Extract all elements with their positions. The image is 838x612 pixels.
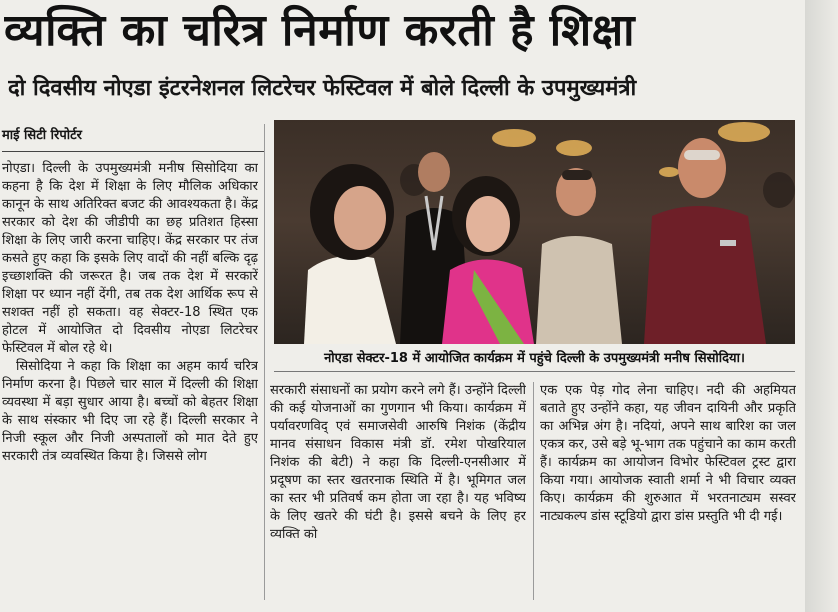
photo-caption: नोएडा सेक्टर-18 में आयोजित कार्यक्रम में पहुंचे दिल्ली के उपमुख्यमंत्री मनीष सिसोदिया। [274, 346, 795, 372]
person-left [304, 164, 396, 344]
chandelier-lights [492, 122, 770, 177]
column-3-text: एक एक पेड़ गोद लेना चाहिए। नदी की अहमियत बताते हुए उन्होंने कहा, यह जीवन दायिनी और प्रकृति का अभिन्न अंग है। नदियां, अपने साथ बारिश का जल एकत्र कर, उसे बड़े भू-भाग तक पहुंचाने का काम करती हैं। कार्यक्रम का आयोजन विभोर फेस्टिवल ट्रस्ट द्वारा किया गया। आयोजक स्वाती शर्मा ने भी विचार व्यक्त किए। कार्यक्रम की शुरुआत में भरतनाट्यम सस्वर नाट्यकल्प डांस स्टूडियो द्वारा डांस प्रस्तुति भी दी गई। [540, 383, 796, 524]
column-1-paragraph-2: सिसोदिया ने कहा कि शिक्षा का अहम कार्य चरित्र निर्माण करना है। पिछले चार साल में दिल्ली की शिक्षा व्यवस्था में बड़ा सुधार आया है। बच्चों को बेहतर शिक्षा के साथ संस्कार भी दिए जा रहे हैं। दिल्ली सरकार ने निजी स्कूल और निजी अस्पतालों को मात देते हुए सरकारी तंत्र व्यवस्थित किया है। जिससे लोग [2, 359, 258, 464]
adjacent-article-edge [805, 0, 838, 612]
person-kurta [536, 168, 622, 344]
article-column-1 [2, 160, 258, 598]
column-divider [533, 382, 534, 600]
column-2-text: सरकारी संसाधनों का प्रयोग करने लगे हैं। उन्होंने दिल्ली की कई योजनाओं का गुणगान भी किया। कार्यक्रम में पर्यावरणविद् एवं समाजसेवी आरुषि निशंक (केंद्रीय मानव संसाधन विकास मंत्री डॉ. रमेश पोखरियाल निशंक की बेटी) ने कहा कि दिल्ली-एनसीआर में प्रदूषण का स्तर खतरनाक स्थिति में है। भूमिगत जल का स्तर भी प्रतिवर्ष कम होता जा रहा है। यह भविष्य के लिए खतरे की घंटी है। इससे बचने के लिए हर व्यक्ति को [270, 383, 526, 542]
article-column-3 [540, 382, 796, 598]
event-photo [274, 120, 795, 344]
column-divider [264, 124, 265, 600]
column-1-paragraph-1: नोएडा। दिल्ली के उपमुख्यमंत्री मनीष सिसोदिया का कहना है कि देश में शिक्षा के लिए मौलिक अधिकार कानून के साथ अतिरिक्त बजट की आवश्यकता है। केंद्र सरकार को देश की जीडीपी का छह प्रतिशत हिस्सा शिक्षा के लिए जारी करना चाहिए। केंद्र सरकार पर तंज कसते हुए कहा कि इसके लिए वादों की नहीं बल्कि दृढ़ इच्छाशक्ति की जरूरत है। जब तक देश में सरकारें शिक्षा पर ध्यान नहीं देंगी, तब तक देश आर्थिक रूप से सशक्त नहीं हो सकता। वह सेक्टर-18 स्थित एक होटल में आयोजित दो दिवसीय नोएडा लिटरेचर फेस्टिवल में बोल रहे थे। [2, 161, 258, 356]
event-photo-illustration [274, 120, 795, 344]
byline: माई सिटी रिपोर्टर [2, 124, 264, 152]
headline: व्यक्ति का चरित्र निर्माण करती है शिक्षा [4, 5, 636, 56]
article-column-2 [270, 382, 526, 598]
subheadline: दो दिवसीय नोएडा इंटरनेशनल लिटरेचर फेस्टिवल में बोले दिल्ली के उपमुख्यमंत्री [8, 76, 637, 101]
